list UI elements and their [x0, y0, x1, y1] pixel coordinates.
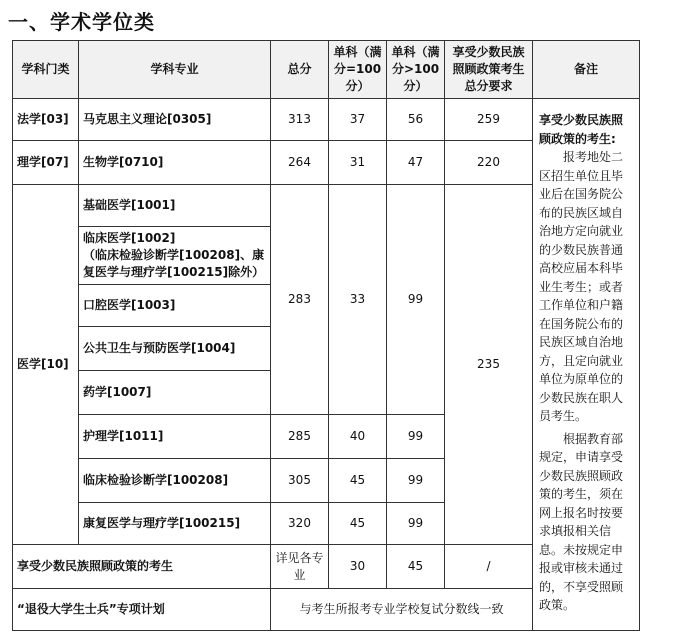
minority-row-total: 详见各专业 [271, 545, 329, 589]
header-single-gt100: 单科（满分>100分） [387, 41, 445, 99]
minority-row-sgt: 45 [387, 545, 445, 589]
total-med-group: 283 [271, 185, 329, 415]
category-law: 法学[03] [13, 99, 79, 141]
major-med-public-health: 公共卫生与预防医学[1004] [79, 327, 271, 371]
s100-med-nursing: 40 [329, 415, 387, 459]
minority-row-minority: / [445, 545, 533, 589]
s100-med-group: 33 [329, 185, 387, 415]
veteran-row-label: “退役大学生士兵”专项计划 [13, 589, 271, 631]
major-law: 马克思主义理论[0305] [79, 99, 271, 141]
major-med-clinical: 临床医学[1002] （临床检验诊断学[100208]、康复医学与理疗学[100215]除外） [79, 227, 271, 285]
total-sci: 264 [271, 141, 329, 185]
major-med-rehab: 康复医学与理疗学[100215] [79, 503, 271, 545]
major-med-nursing: 护理学[1011] [79, 415, 271, 459]
s100-med-clin-lab: 45 [329, 459, 387, 503]
note-para-2: 根据教育部规定，申请享受少数民族照顾政策的考生，须在网上报名时按要求填报相关信息。未按规定申报或审核未通过的，不享受照顾政策。 [539, 431, 624, 612]
total-med-nursing: 285 [271, 415, 329, 459]
header-single-100: 单科（满分=100分） [329, 41, 387, 99]
total-med-clin-lab: 305 [271, 459, 329, 503]
minority-row-s100: 30 [329, 545, 387, 589]
category-sci: 理学[07] [13, 141, 79, 185]
veteran-row-text: 与考生所报考专业学校复试分数线一致 [271, 589, 533, 631]
sgt-med-group: 99 [387, 185, 445, 415]
s100-law: 37 [329, 99, 387, 141]
header-total: 总分 [271, 41, 329, 99]
major-med-dental: 口腔医学[1003] [79, 285, 271, 327]
major-sci: 生物学[0710] [79, 141, 271, 185]
minority-row-label: 享受少数民族照顾政策的考生 [13, 545, 271, 589]
s100-sci: 31 [329, 141, 387, 185]
sgt-law: 56 [387, 99, 445, 141]
major-med-clin-lab: 临床检验诊断学[100208] [79, 459, 271, 503]
s100-med-rehab: 45 [329, 503, 387, 545]
minority-law: 259 [445, 99, 533, 141]
note-cell [533, 99, 640, 631]
minority-sci: 220 [445, 141, 533, 185]
sgt-med-nursing: 99 [387, 415, 445, 459]
section-title: 一、学术学位类 [8, 10, 155, 34]
score-table [12, 40, 640, 631]
note-para-1: 报考地处二区招生单位且毕业后在国务院公布的民族区域自治地方定向就业的少数民族普通高校应届本科毕业生考生；或者工作单位和户籍在国务院公布的民族区域自治地方，且定向就业单位为原单位的少数民族在职人员考生。 [539, 150, 624, 423]
total-law: 313 [271, 99, 329, 141]
header-major: 学科专业 [79, 41, 271, 99]
sgt-med-clin-lab: 99 [387, 459, 445, 503]
category-med: 医学[10] [13, 185, 79, 545]
header-category: 学科门类 [13, 41, 79, 99]
header-note: 备注 [533, 41, 640, 99]
note-heading: 享受少数民族照顾政策的考生: [539, 113, 624, 146]
total-med-rehab: 320 [271, 503, 329, 545]
sgt-sci: 47 [387, 141, 445, 185]
sgt-med-rehab: 99 [387, 503, 445, 545]
major-med-basic: 基础医学[1001] [79, 185, 271, 227]
minority-med: 235 [445, 185, 533, 545]
major-med-pharmacy: 药学[1007] [79, 371, 271, 415]
header-minority: 享受少数民族照顾政策考生总分要求 [445, 41, 533, 99]
